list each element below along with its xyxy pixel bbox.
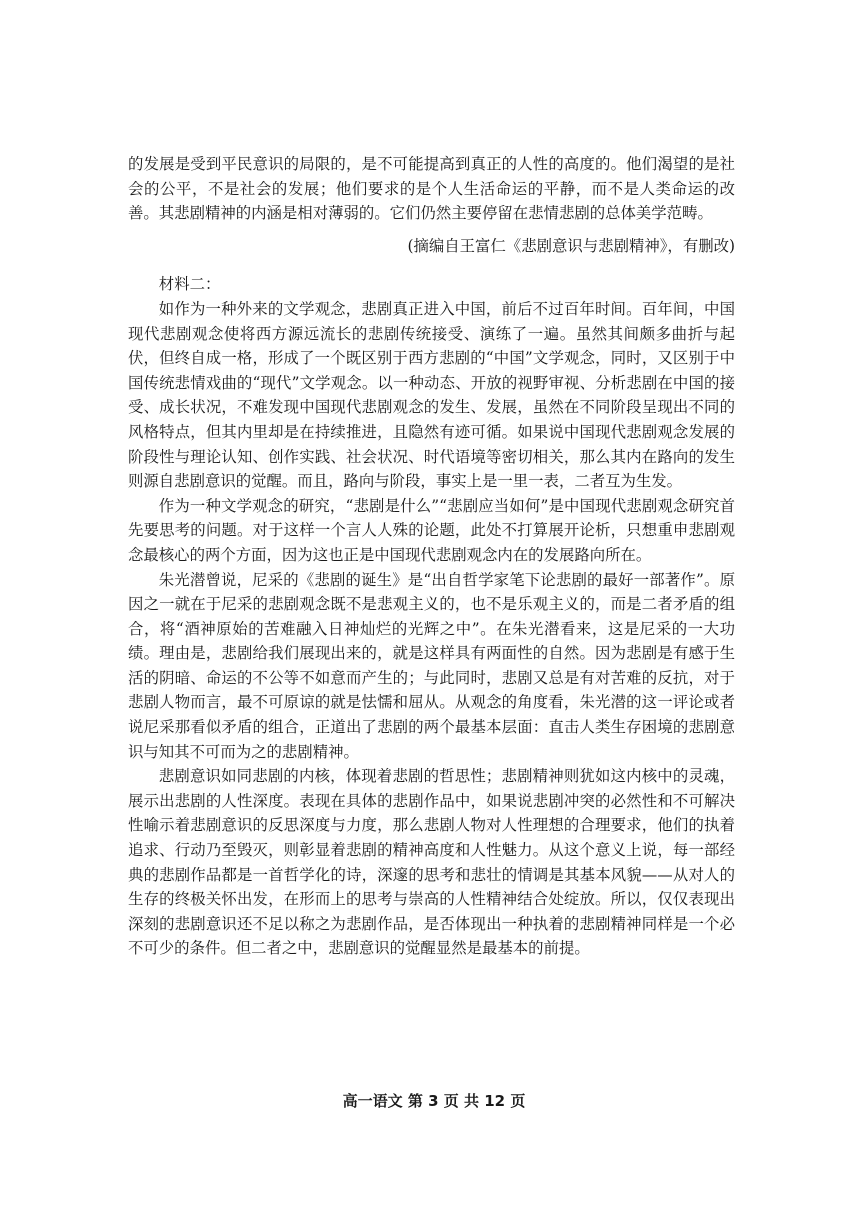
- material2-heading: 材料二：: [158, 275, 221, 294]
- paragraph: 如作为一种外来的文学观念，悲剧真正进入中国，前后不过百年时间。百年间，中国现代悲剧观念使将西方源远流长的悲剧传统接受、演练了一遍。虽然其间颇多曲折与起伏，但终自成一格，形成了一个既区别于西方悲剧的“中国”文学观念，同时，又区别于中国传统悲情戏曲的“现代”文学观念。以一种动态、开放的视野审视、分析悲剧在中国的接受、成长状况，不难发现中国现代悲剧观念的发生、发展，虽然在不同阶段呈现出不同的风格特点，但其内里却是在持续推进，且隐然有迹可循。如果说中国现代悲剧观念发展的阶段性与理论认知、创作实践、社会状况、时代语境等密切相关，那么其内在路向的发生则源自悲剧意识的觉醒。而且，路向与阶段，事实上是一里一表，二者互为生发。: [128, 299, 735, 491]
- source-citation: (摘编自王富仁《悲剧意识与悲剧精神》，有删改): [407, 236, 735, 255]
- paragraph: 朱光潜曾说，尼采的《悲剧的诞生》是“出自哲学家笔下论悲剧的最好一部著作”。原因之一就在于尼采的悲剧观念既不是悲观主义的，也不是乐观主义的，而是二者矛盾的组合，将“酒神原始的苦难融入日神灿烂的光辉之中”。在朱光潜看来，这是尼采的一大功绩。理由是，悲剧给我们展现出来的，就是这样具有两面性的自然。因为悲剧是有感于生活的阴暗、命运的不公等不如意而产生的；与此同时，悲剧又总是有对苦难的反抗，对于悲剧人物而言，最不可原谅的就是怯懦和屈从。从观念的角度看，朱光潜的这一评论或者说尼采那看似矛盾的组合，正道出了悲剧的两个最基本层面：直击人类生存困境的悲剧意识与知其不可而为之的悲剧精神。: [128, 570, 735, 761]
- page-footer: 高一语文 第 3 页 共 12 页: [342, 1092, 526, 1110]
- paragraph: 悲剧意识如同悲剧的内核，体现着悲剧的哲思性；悲剧精神则犹如这内核中的灵魂，展示出悲剧的人性深度。表现在具体的悲剧作品中，如果说悲剧冲突的必然性和不可解决性喻示着悲剧意识的反思深度与力度，那么悲剧人物对人性理想的合理要求，他们的执着追求、行动乃至毁灭，则彰显着悲剧的精神高度和人性魅力。从这个意义上说，每一部经典的悲剧作品都是一首哲学化的诗，深邃的思考和悲壮的情调是其基本风貌——从对人的生存的终极关怀出发，在形而上的思考与崇高的人性精神结合处绽放。所以，仅仅表现出深刻的悲剧意识还不足以称之为悲剧作品，是否体现出一种执着的悲剧精神同样是一个必不可少的条件。但二者之中，悲剧意识的觉醒显然是最基本的前提。: [128, 767, 735, 958]
- material1-tail: 的发展是受到平民意识的局限的，是不可能提高到真正的人性的高度的。他们渴望的是社会的公平，不是社会的发展；他们要求的是个人生活命运的平静，而不是人类命运的改善。其悲剧精神的内涵是相对薄弱的。它们仍然主要停留在悲情悲剧的总体美学范畴。: [128, 155, 735, 223]
- paragraph: 作为一种文学观念的研究，“悲剧是什么”“悲剧应当如何”是中国现代悲剧观念研究首先要思考的问题。对于这样一个言人人殊的论题，此处不打算展开论析，只想重申悲剧观念最核心的两个方面，因为这也正是中国现代悲剧观念内在的发展路向所在。: [128, 496, 735, 564]
- text-body: [128, 152, 735, 961]
